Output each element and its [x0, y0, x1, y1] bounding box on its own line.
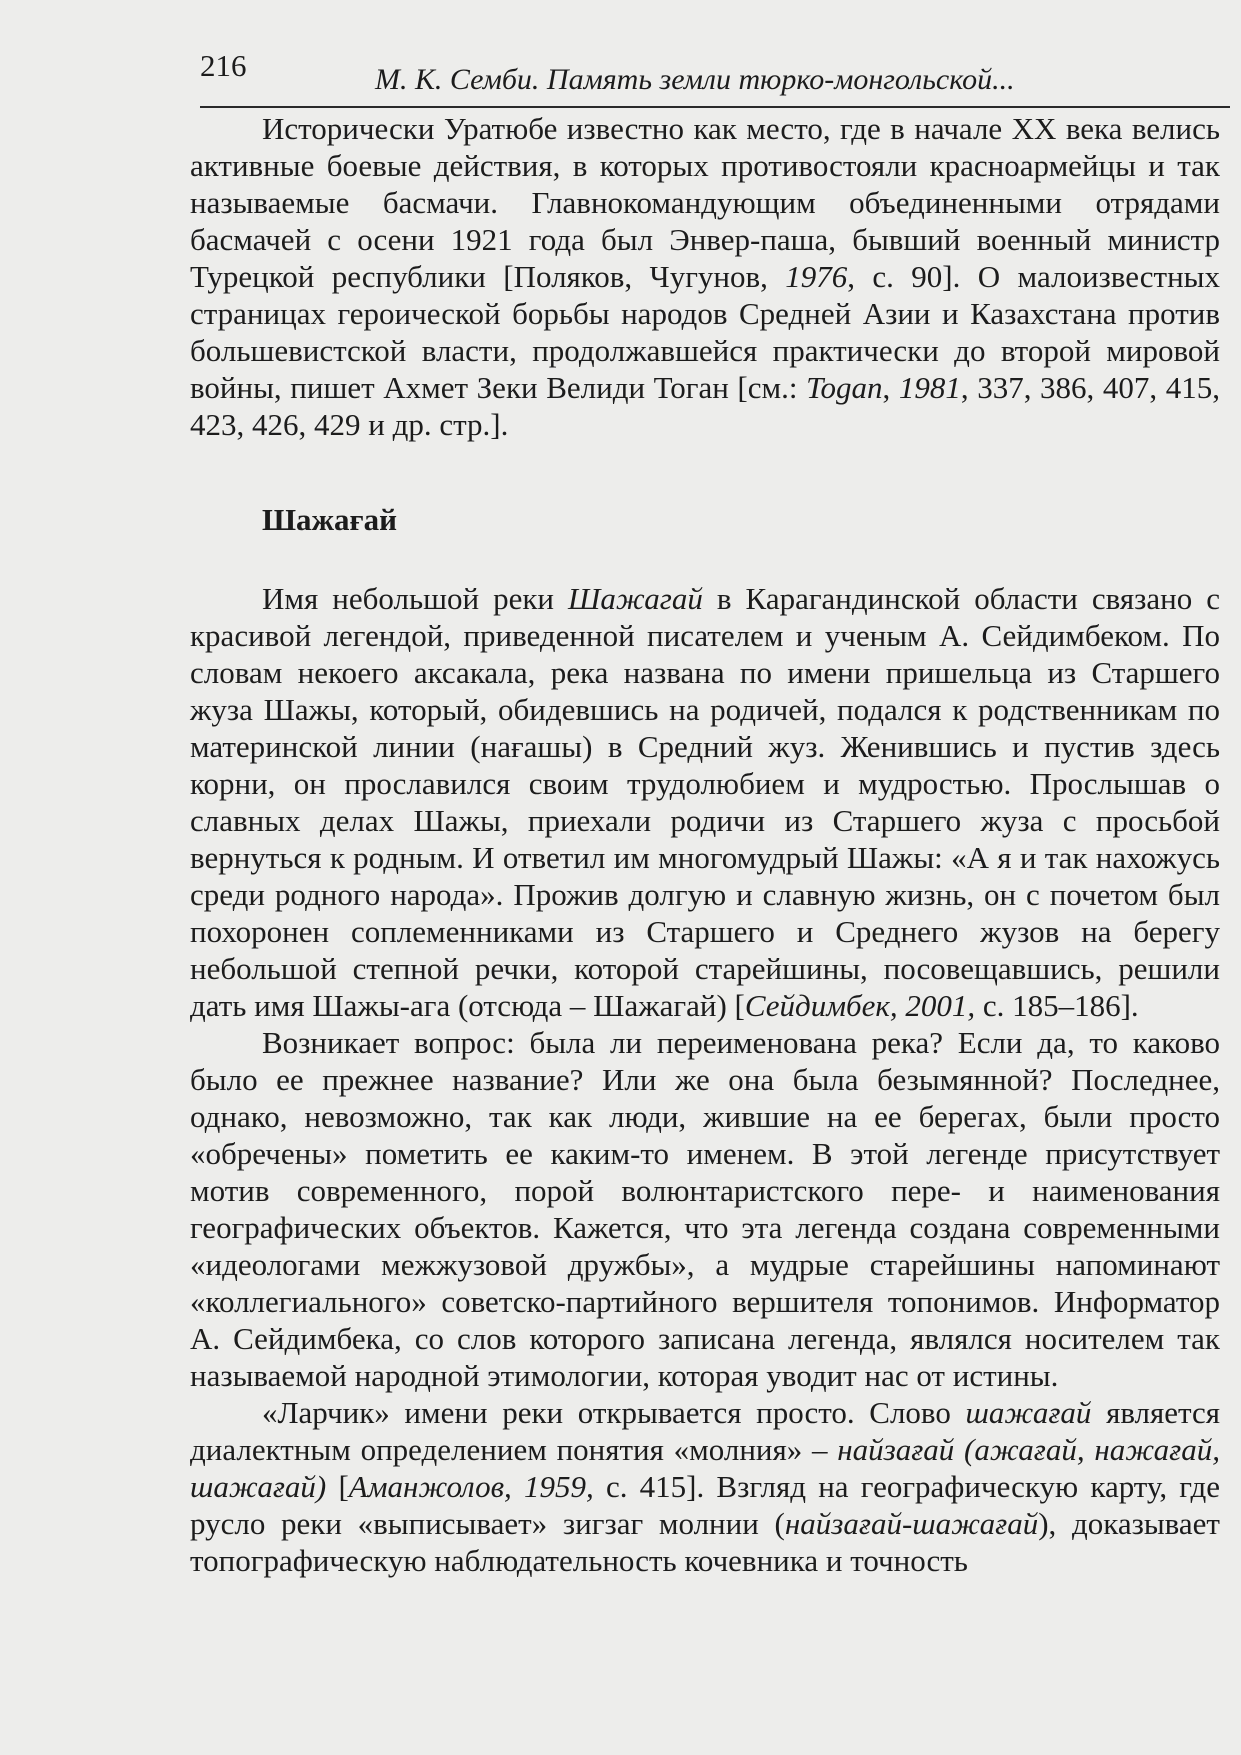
text-run: с. 415]. Взгляд на географическую карту, где русло реки «выписывает» зигзаг молнии (: [190, 1469, 1220, 1541]
text-run: , 337, 386, 407, 415, 423, 426, 429 и др. стр.].: [190, 370, 1221, 442]
paragraph-question: [190, 1024, 1220, 1394]
text-run: [: [326, 1469, 349, 1504]
paragraph-uratyube: [190, 110, 1220, 443]
paragraph-legend: [190, 580, 1220, 1024]
page-number: 216: [200, 48, 247, 83]
text-run: является диалектным определением понятия «молния» –: [190, 1395, 1220, 1467]
text-run: , с. 90]. О малоизвестных страницах героической борьбы народов Средней Азии и Казахстана против большевистской власти, продолжавшейся практически до второй мировой войны, пишет Ахмет Зеки Велиди Тоган [см.:: [190, 259, 1220, 405]
term: шажағай: [965, 1395, 1092, 1430]
text-block-top: [190, 110, 1220, 443]
citation: Аманжолов, 1959,: [348, 1469, 594, 1504]
page-header: [200, 46, 1230, 108]
text-run: «Ларчик» имени реки открывается просто. Слово: [262, 1395, 966, 1430]
paragraph-etymology: [190, 1394, 1220, 1579]
citation: Сейдимбек, 2001,: [744, 988, 976, 1023]
text-block-main: [190, 580, 1220, 1579]
section-heading: Шажағай: [262, 502, 397, 537]
term-variants: найзағай (ажағай, нажағай, шажағай): [190, 1432, 1220, 1504]
running-title: М. К. Семби. Память земли тюрко-монгольской...: [375, 63, 1015, 96]
citation-year: 1981: [898, 370, 961, 405]
text-run: ), доказывает топографическую наблюдательность кочевника и точность: [190, 1506, 1220, 1578]
river-name: Шажагай: [568, 581, 703, 616]
term: найзағай-шажағай: [784, 1506, 1039, 1541]
header-rule: [200, 106, 1230, 108]
text-run: в Карагандинской области связано с красивой легендой, приведенной писателем и ученым А. Сейдимбеком. По словам некоего аксакала, река названа по имени пришельца из Старшего жуза Шажы, который, обидевшись на родичей, подался к родственникам по материнской линии (нағашы) в Средний жуз. Женившись и пустив здесь корни, он прославился своим трудолюбием и мудростью. Прослышав о славных делах Шажы, приехали родичи из Старшего жуза с просьбой вернуться к родным. И ответил им многомудрый Шажы: «А я и так нахожусь среди родного народа». Прожив долгую и славную жизнь, он с почетом был похоронен соплеменниками из Старшего и Среднего жузов на берегу небольшой степной речки, которой старейшины, посовещавшись, решили дать имя Шажы-ага (отсюда – Шажагай) [: [190, 581, 1220, 1023]
citation-author: Togan: [806, 370, 883, 405]
text-run: с. 185–186].: [975, 988, 1139, 1023]
text-run: Исторически Уратюбе известно как место, где в начале XX века велись активные боевые действия, в которых противостояли красноармейцы и так называемые басмачи. Главнокомандующим объединенными отрядами басмачей с осени 1921 года был Энвер-паша, бывший военный министр Турецкой республики [Поляков, Чугунов,: [190, 111, 1220, 294]
text-run: ,: [882, 370, 899, 405]
text-run: Имя небольшой реки: [262, 581, 569, 616]
citation-year: 1976: [785, 259, 848, 294]
text-run: Возникает вопрос: была ли переименована река? Если да, то каково было ее прежнее название? Или же она была безымянной? Последнее, однако, невозможно, так как люди, жившие на ее берегах, были просто «обречены» пометить ее каким-то именем. В этой легенде присутствует мотив современного, порой волюнтаристского пере- и наименования географических объектов. Кажется, что эта легенда создана современными «идеологами межжузовой дружбы», а мудрые старейшины напоминают «коллегиального» советско-партийного вершителя топонимов. Информатор А. Сейдимбека, со слов которого записана легенда, являлся носителем так называемой народной этимологии, которая уводит нас от истины.: [190, 1025, 1220, 1393]
